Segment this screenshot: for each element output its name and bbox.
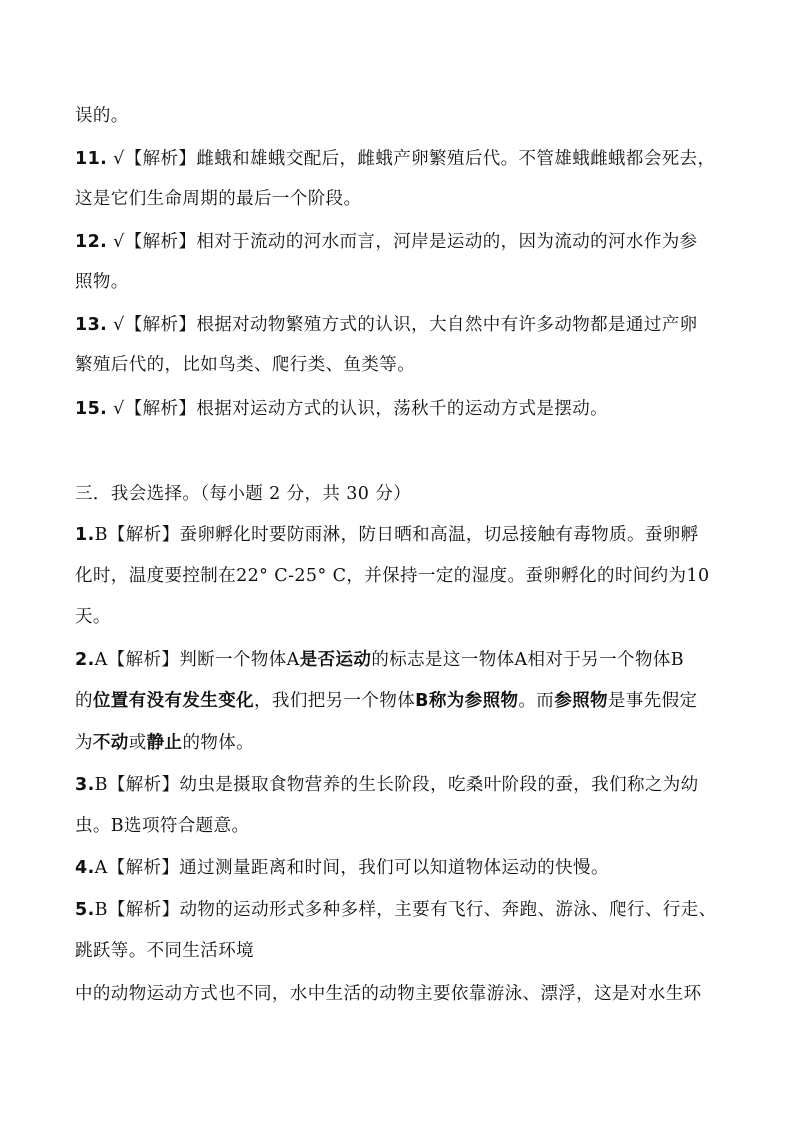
answer-2: 2.A【解析】判断一个物体A是否运动的标志是这一物体A相对于另一个物体B (75, 650, 685, 670)
text-line: 跳跃等。不同生活环境 (75, 941, 254, 961)
section-heading: 三．我会选择。（每小题 2 分，共 30 分） (75, 484, 412, 504)
answer-5: 5.B【解析】动物的运动形式多种多样，主要有飞行、奔跑、游泳、爬行、行走、 (75, 900, 717, 920)
emphasis: 静止 (146, 733, 183, 753)
answer-number: 5. (75, 900, 95, 920)
text-line: 虫。B选项符合题意。 (75, 816, 250, 836)
answer-number: 4. (75, 858, 95, 878)
text-line: 为不动或静止的物体。 (75, 733, 255, 753)
answer-4: 4.A【解析】通过测量距离和时间，我们可以知道物体运动的快慢。 (75, 858, 609, 878)
text-line: 中的动物运动方式也不同，水中生活的动物主要依靠游泳、漂浮，这是对水生环 (75, 984, 702, 1004)
emphasis: 是否运动 (299, 650, 372, 670)
text-line: 的位置有没有发生变化，我们把另一个物体B称为参照物。而参照物是事先假定 (75, 691, 698, 711)
answer-12: 12. √【解析】相对于流动的河水而言，河岸是运动的，因为流动的河水作为参 (75, 232, 698, 252)
answer-number: 11. (75, 149, 108, 169)
answer-15: 15. √【解析】根据对运动方式的认识，荡秋千的运动方式是摆动。 (75, 399, 609, 419)
answer-number: 15. (75, 399, 108, 419)
answer-11: 11. √【解析】雌蛾和雄蛾交配后，雌蛾产卵繁殖后代。不管雄蛾雌蛾都会死去， (75, 149, 716, 169)
answer-number: 12. (75, 232, 108, 252)
text-line: 繁殖后代的，比如鸟类、爬行类、鱼类等。 (75, 355, 416, 375)
answer-number: 13. (75, 315, 108, 335)
emphasis: 参照物 (554, 691, 608, 711)
answer-13: 13. √【解析】根据对动物繁殖方式的认识，大自然中有许多动物都是通过产卵 (75, 315, 698, 335)
answer-number: 3. (75, 775, 95, 795)
answer-number: 1. (75, 525, 95, 545)
answer-3: 3.B【解析】幼虫是摄取食物营养的生长阶段，吃桑叶阶段的蚕，我们称之为幼 (75, 775, 699, 795)
answer-number: 2. (75, 650, 95, 670)
emphasis: 位置有没有发生变化 (92, 691, 255, 711)
text-line: 这是它们生命周期的最后一个阶段。 (75, 189, 362, 209)
text-line: 照物。 (75, 272, 129, 292)
text-line: 天。 (75, 607, 111, 627)
emphasis: 不动 (92, 733, 129, 753)
emphasis: B称为参照物 (415, 691, 519, 711)
answer-1: 1.B【解析】蚕卵孵化时要防雨淋，防日晒和高温，切忌接触有毒物质。蚕卵孵 (75, 525, 699, 545)
text-line: 误的。 (75, 106, 129, 126)
text-line: 化时，温度要控制在22° C-25° C，并保持一定的湿度。蚕卵孵化的时间约为10 (75, 566, 710, 586)
